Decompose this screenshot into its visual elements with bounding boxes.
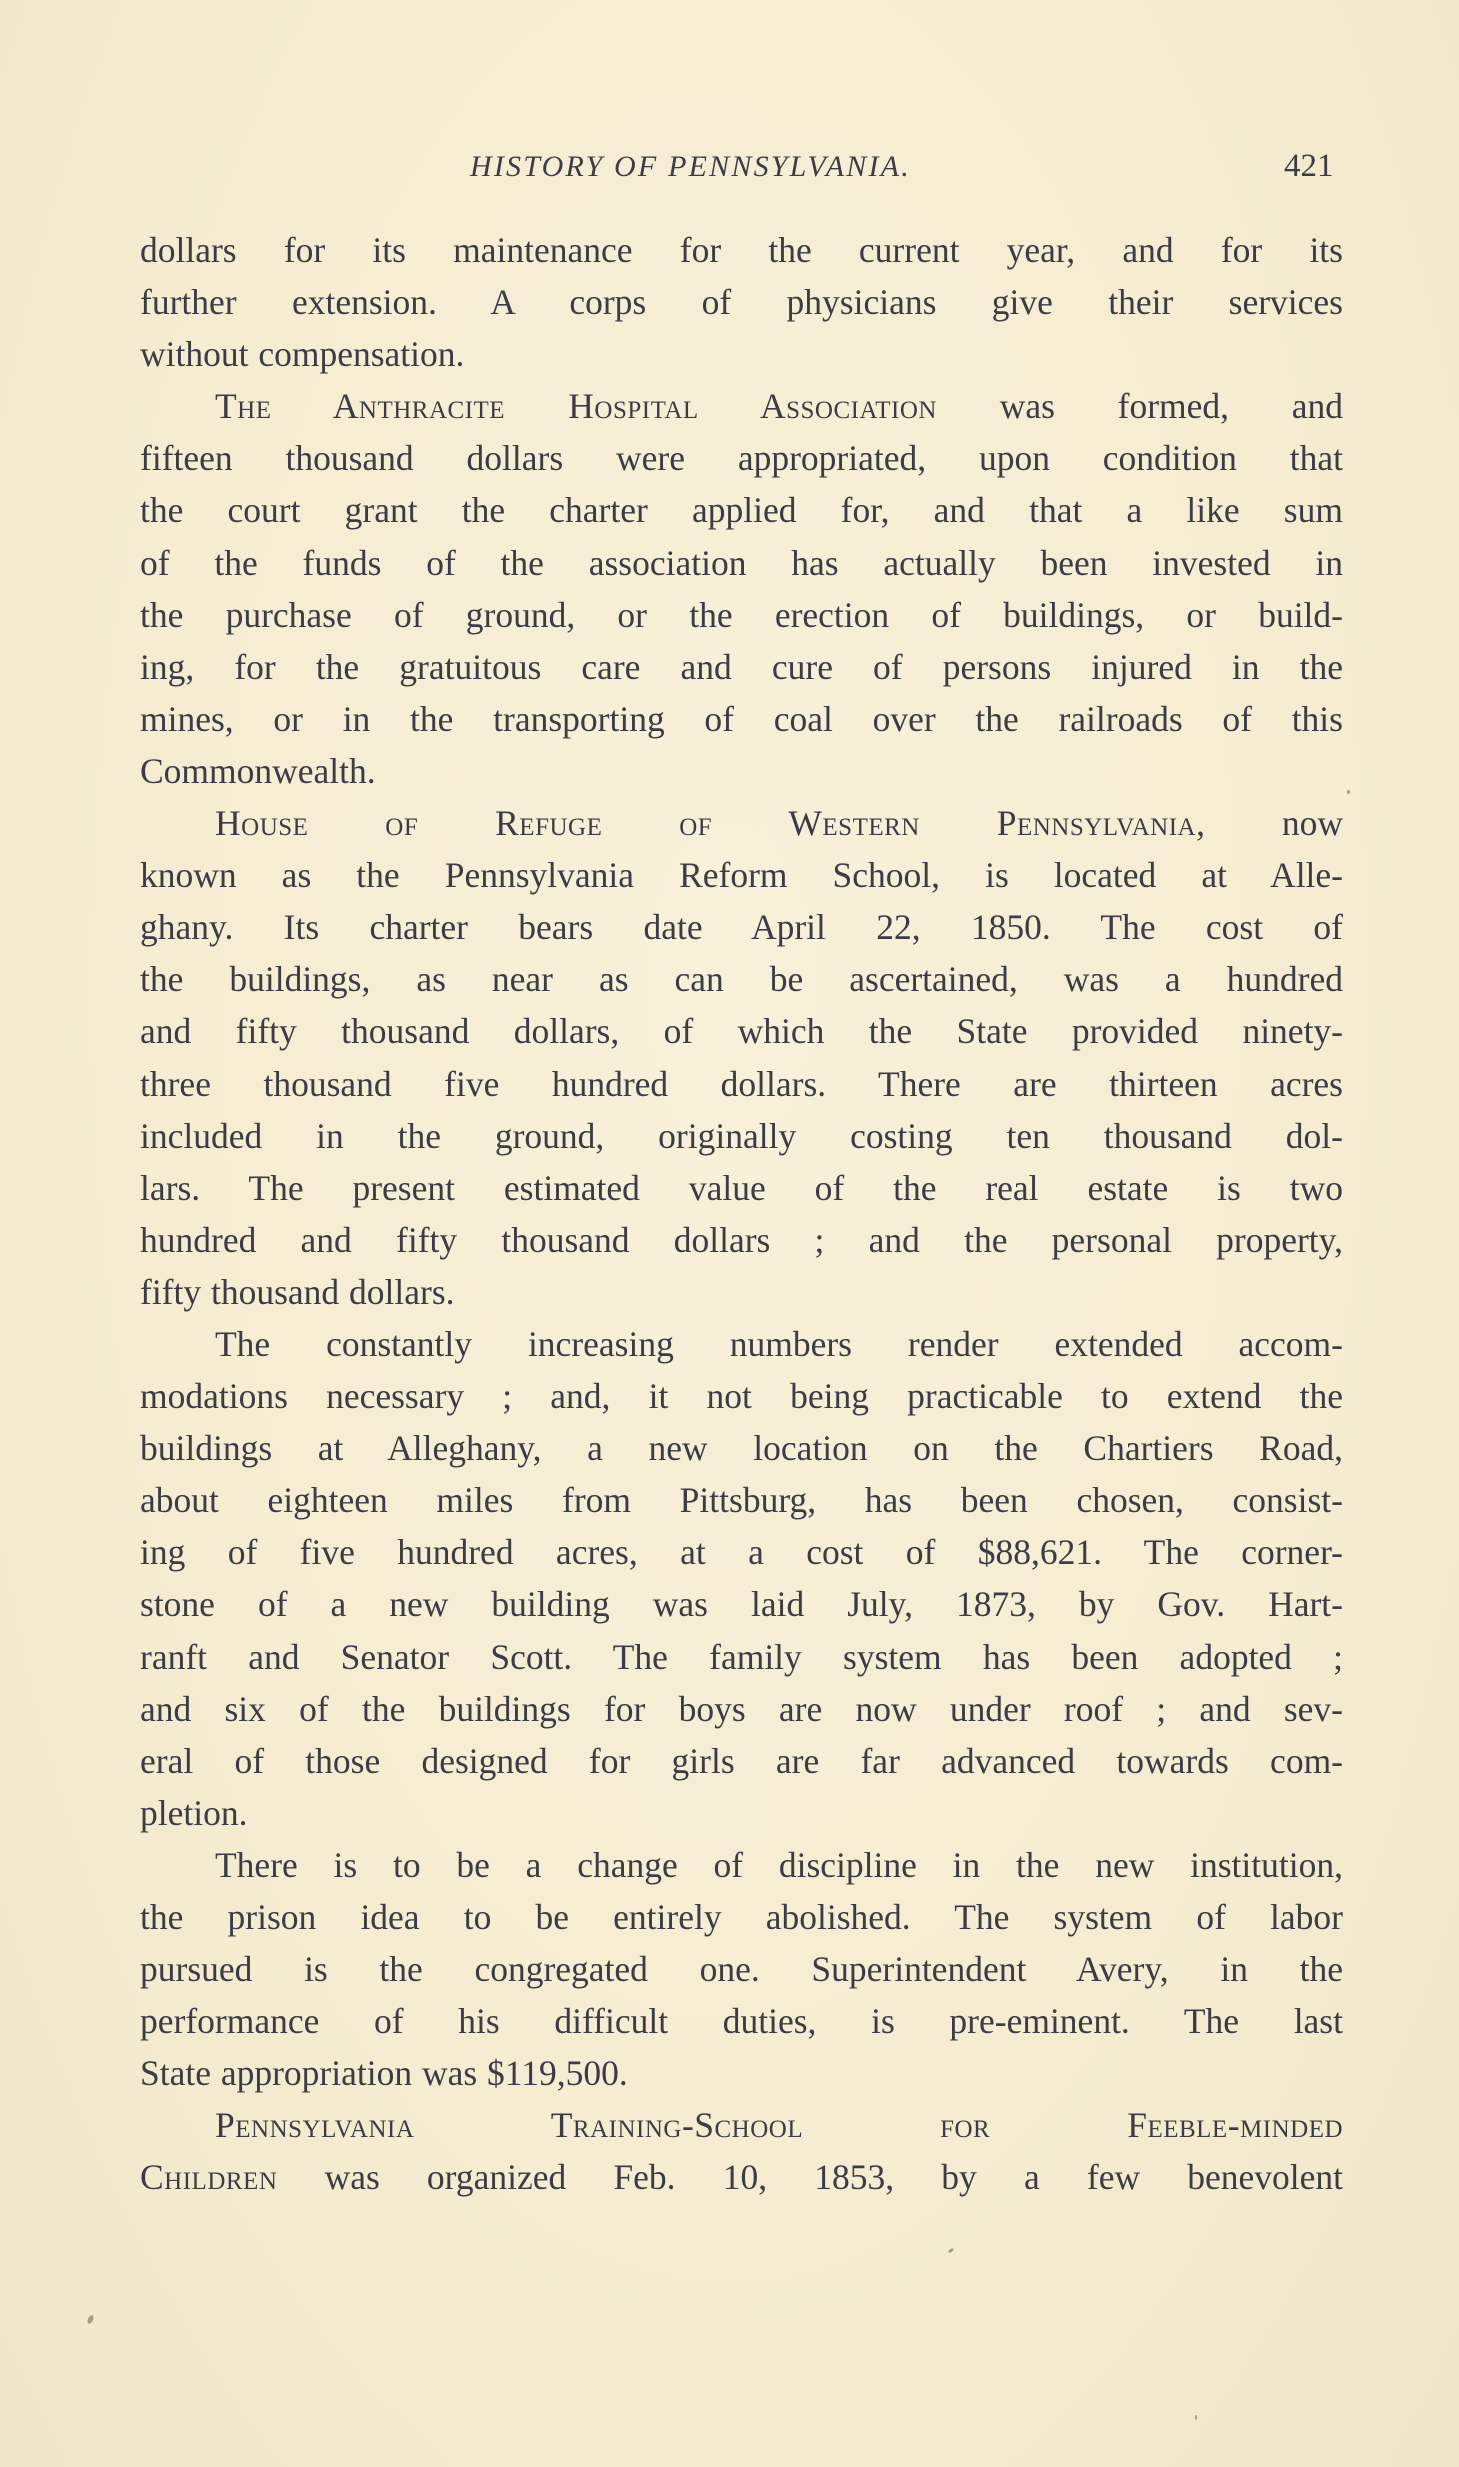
text-fragment: now [1281,803,1343,844]
text-line: ing of five hundred acres, at a cost of $88,621. The corner- [140,1532,1343,1573]
body-text [140,224,1343,2204]
text-line: known as the Pennsylvania Reform School, is located at Alle- [140,855,1343,896]
paragraph-continued [140,224,1343,380]
text-line: pursued is the congregated one. Superintendent Avery, in the [140,1949,1343,1990]
paragraph-anthracite-hospital [140,380,1343,797]
text-line: further extension. A corps of physicians give their services [140,282,1343,323]
text-line: the buildings, as near as can be ascertained, was a hundred [140,959,1343,1000]
text-line: eral of those designed for girls are far advanced towards com- [140,1740,1343,1781]
paragraph-discipline [140,1839,1343,2099]
paper-speck [1347,790,1350,794]
text-line: Commonwealth. [140,750,376,791]
heading-word: Training-School [550,2105,804,2146]
paragraph-training-school [140,2099,1343,2203]
text-line: State appropriation was $119,500. [140,2053,628,2094]
text-line: included in the ground, originally costing ten thousand dol- [140,1115,1343,1156]
text-line: about eighteen miles from Pittsburg, has been chosen, consist- [140,1480,1343,1521]
text-line: performance of his difficult duties, is pre-eminent. The last [140,2001,1343,2042]
text-line: without compensation. [140,334,465,375]
text-line: ing, for the gratuitous care and cure of persons injured in the [140,646,1343,687]
text-line: There is to be a change of discipline in the new institution, [215,1844,1343,1885]
heading-word: for [940,2105,991,2146]
paragraph-house-of-refuge [140,797,1343,1318]
section-heading: The Anthracite Hospital Association [215,386,937,427]
text-line: and fifty thousand dollars, of which the State provided ninety- [140,1011,1343,1052]
section-heading: House of Refuge of Western Pennsylvania, [215,803,1206,844]
paper-speck [1195,2415,1197,2420]
heading-word: Feeble-minded [1127,2105,1344,2146]
page-number: 421 [1284,148,1334,184]
text-fragment: was formed, and [999,386,1344,427]
text-line: dollars for its maintenance for the current year, and for its [140,230,1343,270]
section-heading: Children [140,2157,278,2198]
running-head [0,150,1459,190]
text-line: hundred and fifty thousand dollars ; and the personal property, [140,1219,1343,1260]
text-line: The constantly increasing numbers render extended accom- [215,1323,1343,1364]
text-line: ranft and Senator Scott. The family system has been adopted ; [140,1636,1343,1677]
text-line: the court grant the charter applied for, and that a like sum [140,490,1343,531]
text-line: three thousand five hundred dollars. There are thirteen acres [140,1063,1343,1104]
text-line: modations necessary ; and, it not being practicable to extend the [140,1376,1343,1417]
text-line: pletion. [140,1792,248,1833]
heading-word: Pennsylvania [215,2105,415,2146]
text-line [140,797,1343,849]
section-heading-line [140,2099,1343,2151]
text-line: the prison idea to be entirely abolished. The system of labor [140,1897,1343,1937]
running-head-title: HISTORY OF PENNSYLVANIA. [470,150,911,183]
text-fragment: was organized Feb. 10, 1853, by a few benevolent [324,2157,1343,2198]
text-line [140,2151,1343,2203]
text-line: lars. The present estimated value of the real estate is two [140,1167,1343,1208]
text-line: ghany. Its charter bears date April 22, 1850. The cost of [140,907,1343,948]
text-line: mines, or in the transporting of coal over the railroads of this [140,698,1343,739]
text-line: fifty thousand dollars. [140,1271,455,1312]
text-line: the purchase of ground, or the erection of buildings, or build- [140,594,1343,635]
text-line: fifteen thousand dollars were appropriated, upon condition that [140,438,1343,479]
text-line: buildings at Alleghany, a new location on the Chartiers Road, [140,1428,1343,1469]
text-line: stone of a new building was laid July, 1873, by Gov. Hart- [140,1584,1343,1625]
text-line: and six of the buildings for boys are now under roof ; and sev- [140,1688,1343,1729]
text-line: of the funds of the association has actually been invested in [140,542,1343,583]
text-line [140,380,1343,432]
paragraph-increasing-numbers [140,1318,1343,1839]
